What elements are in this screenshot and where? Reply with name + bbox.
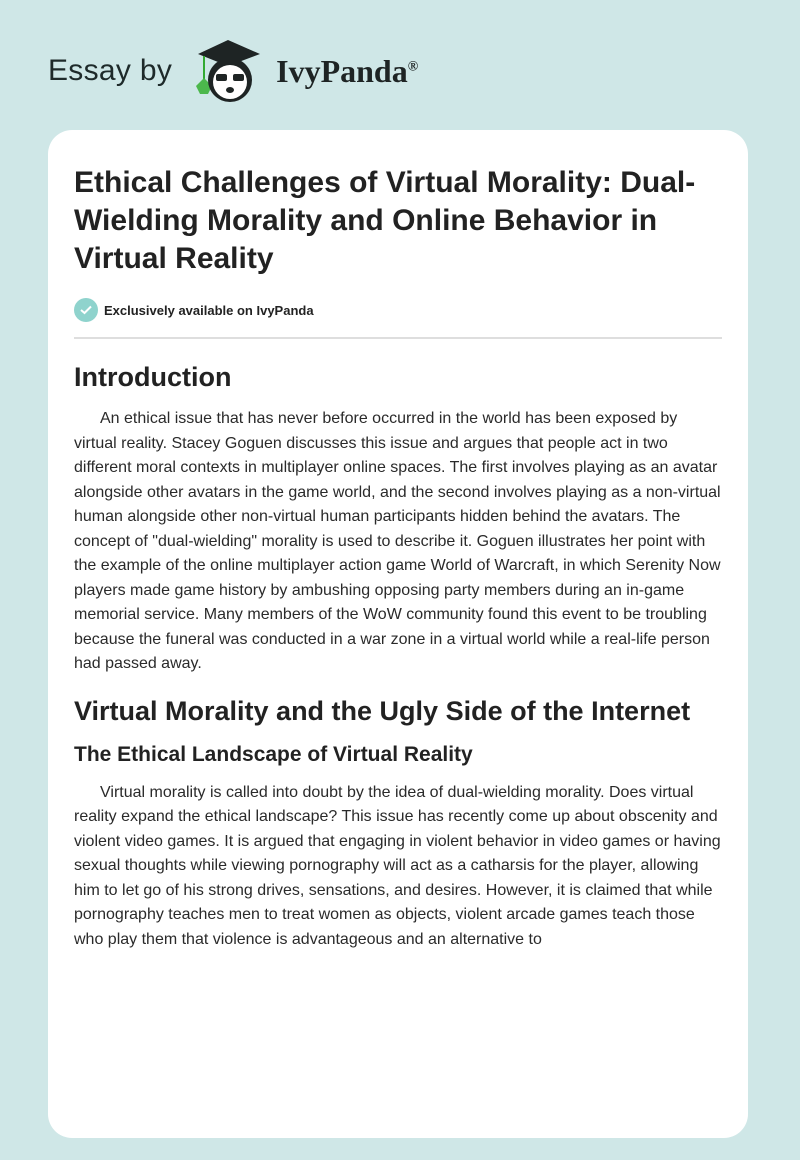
paragraph: An ethical issue that has never before occurred in the world has been exposed by virtual reality. Stacey Goguen discusses this issue and argues that people act in two different moral contexts in multiplayer online spaces. The first involves playing as an avatar alongside other avatars in the game world, and the second involves playing as a non-virtual human alongside other non-virtual human participants hidden behind the avatars. The concept of "dual-wielding" morality is used to describe it. Goguen illustrates her point with the example of the online multiplayer action game World of Warcraft, in which Serenity Now players made game history by ambushing opposing party members during an in-game memorial service. Many members of the WoW community found this event to be troubling because the funeral was conducted in a war zone in a virtual world while a real-life person had passed away. [74,410,721,672]
brand-header [48,36,418,106]
badge-label: Exclusively available on IvyPanda [104,302,314,318]
exclusive-badge [74,298,722,322]
paragraph: Virtual morality is called into doubt by the idea of dual-wielding morality. Does virtual reality expand the ethical landscape? This issue has recently come up about obscenity and violent video games. It is argued that engaging in violent behavior in video games or having sexual thoughts while viewing pornography will act as a catharsis for the player, allowing him to let go of his strong drives, sensations, and desires. However, it is claimed that while pornography teaches men to treat women as objects, violent arcade games teach those who play them that violence is advantageous and an alternative to [74,783,721,948]
brand-name[interactable]: IvyPanda® [276,52,419,89]
check-icon [74,298,98,322]
essay-title: Ethical Challenges of Virtual Morality: Dual-Wielding Morality and Online Behavior in Virtual Reality [74,166,696,275]
essay-by-label: Essay by [48,54,173,87]
divider [74,337,722,339]
section-heading: Introduction [74,362,232,392]
section-heading: Virtual Morality and the Ugly Side of the Internet [74,695,691,726]
essay-card [48,130,748,1138]
subsection-heading: The Ethical Landscape of Virtual Reality [74,742,473,766]
panda-logo-icon[interactable] [190,36,266,106]
